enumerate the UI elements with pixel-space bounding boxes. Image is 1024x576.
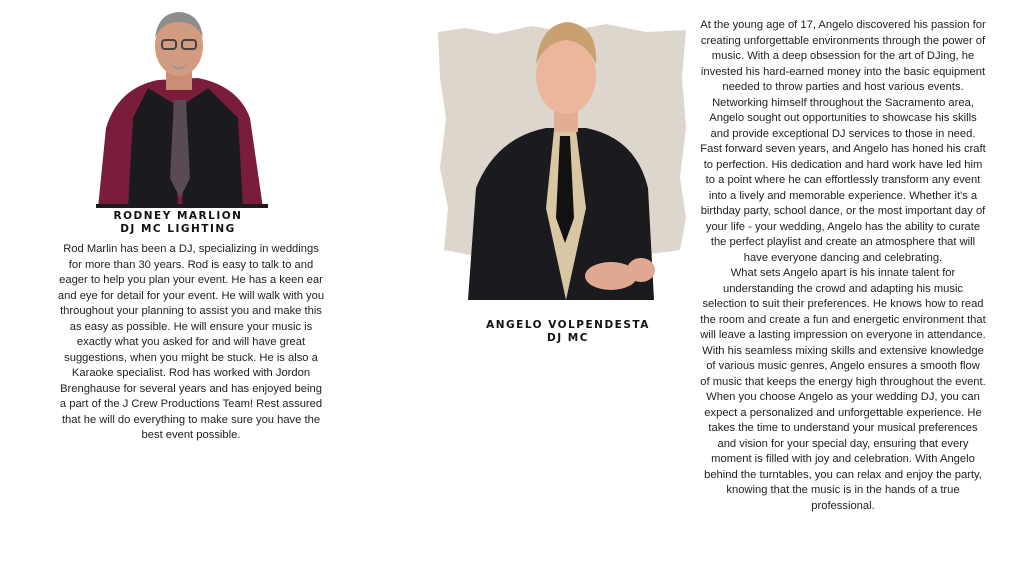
rodney-bio — [56, 242, 326, 444]
rodney-bio-text: Rod Marlin has been a DJ, specializing in weddings for more than 30 years. Rod is easy to talk to and eager to help you plan your event. He has a keen ear and eye for detail for your event. He will walk with you throughout your planning to assist you and make this as easy as possible. He will ensure your music is exactly what you asked for and will have great suggestions, when you might be stuck. He is also a Karaoke specialist. Rod has worked with Jordon Brenghause for several years and has enjoyed being a part of the J Crew Productions Team! Rest assured that he will do everything to make sure you have the best event possible. — [57, 243, 325, 441]
rodney-name: RODNEY MARLION — [113, 210, 243, 222]
rodney-photo — [78, 8, 278, 208]
rodney-role: DJ MC LIGHTING — [120, 223, 236, 235]
angelo-name-block — [468, 319, 668, 345]
rodney-name-block — [78, 210, 278, 236]
angelo-bio-p2: Fast forward seven years, and Angelo has honed his craft to perfection. His dedication and hard work have led him to a point where he can effortlessly transform any event into a lively and memorable experience. Whether it's a birthday party, school dance, or the most important day of your life - your wedding, Angelo has the ability to curate the perfect playlist and create an atmosphere that will have everyone dancing and celebrating. — [700, 143, 986, 264]
angelo-bio — [700, 18, 986, 514]
angelo-role: DJ MC — [547, 332, 589, 344]
angelo-bio-p1: At the young age of 17, Angelo discovered his passion for creating unforgettable environments through the power of music. With a deep obsession for the art of DJing, he invested his hard-earned money into the basic equipment needed to throw parties and host various events. Networking himself throughout the Sacramento area, Angelo sought out opportunities to showcase his skills and provide exceptional DJ services to those in need. — [700, 19, 986, 140]
angelo-name: ANGELO VOLPENDESTA — [486, 319, 650, 331]
angelo-bio-p3: What sets Angelo apart is his innate talent for understanding the crowd and adapting his music selection to suit their preferences. He knows how to read the room and create a fun and energetic environment that will leave a lasting impression on everyone in attendance. With his seamless mixing skills and extensive knowledge of various music genres, Angelo ensures a smooth flow of music that keeps the energy high throughout the event. — [700, 267, 986, 388]
angelo-bio-p4: When you choose Angelo as your wedding DJ, you can expect a personalized and unforgettable experience. He takes the time to understand your musical preferences and vision for your special day, ensuring that every moment is filled with joy and celebration. With Angelo behind the turntables, you can relax and enjoy the party, knowing that the music is in the hands of a true professional. — [704, 391, 982, 512]
angelo-photo — [436, 18, 690, 300]
